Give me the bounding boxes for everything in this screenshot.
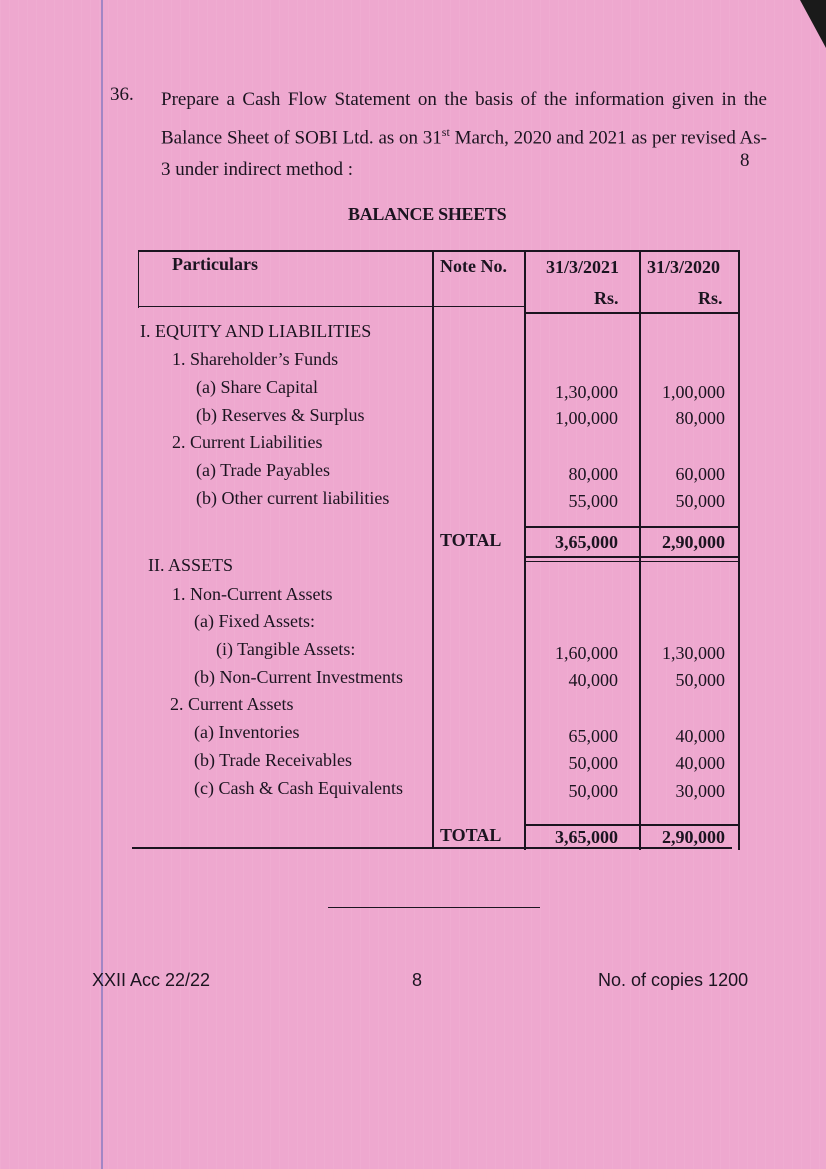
end-rule: [328, 907, 540, 908]
row-label: 1. Shareholder’s Funds: [172, 349, 339, 369]
question-marks: 8: [740, 150, 750, 171]
question-number: 36.: [110, 84, 134, 105]
value-2021: 50,000: [568, 753, 618, 773]
row-label: (c) Cash & Cash Equivalents: [194, 778, 403, 798]
value-2021: 55,000: [568, 491, 618, 511]
row-label: (i) Tangible Assets:: [216, 639, 356, 659]
value-2020: 30,000: [675, 781, 725, 801]
asset-total-2021: 3,65,000: [555, 827, 618, 847]
footer-page-number: 8: [412, 970, 423, 990]
row-label: (b) Other current liabilities: [196, 488, 390, 508]
row-label: (a) Share Capital: [196, 377, 318, 397]
row-label: 1. Non-Current Assets: [172, 584, 333, 604]
equity-total-2021: 3,65,000: [555, 532, 618, 552]
value-2020: 1,00,000: [662, 382, 725, 402]
equity-total-2020: 2,90,000: [662, 532, 725, 552]
value-2020: 80,000: [675, 408, 725, 428]
question-text: Prepare a Cash Flow Statement on the basis of the information given in the Balance Sheet of SOBI Ltd. as on 31st March, 2020 and 2021 as per revised As-3 under indirect method :: [161, 89, 767, 181]
balance-sheet-table: [132, 250, 740, 850]
header-2020-unit: Rs.: [698, 288, 723, 308]
equity-total-label: TOTAL: [440, 530, 502, 550]
asset-total-2020: 2,90,000: [662, 827, 725, 847]
row-label: (a) Inventories: [194, 722, 300, 742]
header-note-no: Note No.: [440, 256, 507, 276]
margin-line: [101, 0, 103, 1169]
value-2021: 1,60,000: [555, 643, 618, 663]
value-2021: 40,000: [568, 670, 618, 690]
header-particulars: Particulars: [172, 254, 258, 274]
asset-total-label: TOTAL: [440, 825, 502, 845]
value-2020: 50,000: [675, 491, 725, 511]
row-label: I. EQUITY AND LIABILITIES: [140, 321, 372, 341]
row-label: (a) Trade Payables: [196, 460, 330, 480]
value-2021: 80,000: [568, 464, 618, 484]
value-2021: 1,00,000: [555, 408, 618, 428]
header-2021-unit: Rs.: [594, 288, 619, 308]
footer-code: XXII Acc 22/22: [92, 970, 211, 990]
page-title: BALANCE SHEETS: [348, 204, 507, 224]
row-label: (b) Non-Current Investments: [194, 667, 403, 687]
scan-corner: [800, 0, 826, 48]
value-2021: 65,000: [568, 726, 618, 746]
row-label: 2. Current Assets: [170, 694, 294, 714]
row-label: (a) Fixed Assets:: [194, 611, 315, 631]
value-2020: 1,30,000: [662, 643, 725, 663]
value-2021: 1,30,000: [555, 382, 618, 402]
value-2020: 60,000: [675, 464, 725, 484]
row-label: (b) Reserves & Surplus: [196, 405, 365, 425]
row-label: II. ASSETS: [148, 555, 234, 575]
header-2020: 31/3/2020: [647, 257, 721, 277]
value-2020: 40,000: [675, 753, 725, 773]
value-2021: 50,000: [568, 781, 618, 801]
row-label: (b) Trade Receivables: [194, 750, 352, 770]
value-2020: 50,000: [675, 670, 725, 690]
value-2020: 40,000: [675, 726, 725, 746]
header-2021: 31/3/2021: [546, 257, 620, 277]
footer-copies: No. of copies 1200: [598, 970, 749, 990]
question-superscript: st: [441, 125, 450, 139]
row-label: 2. Current Liabilities: [172, 432, 323, 452]
